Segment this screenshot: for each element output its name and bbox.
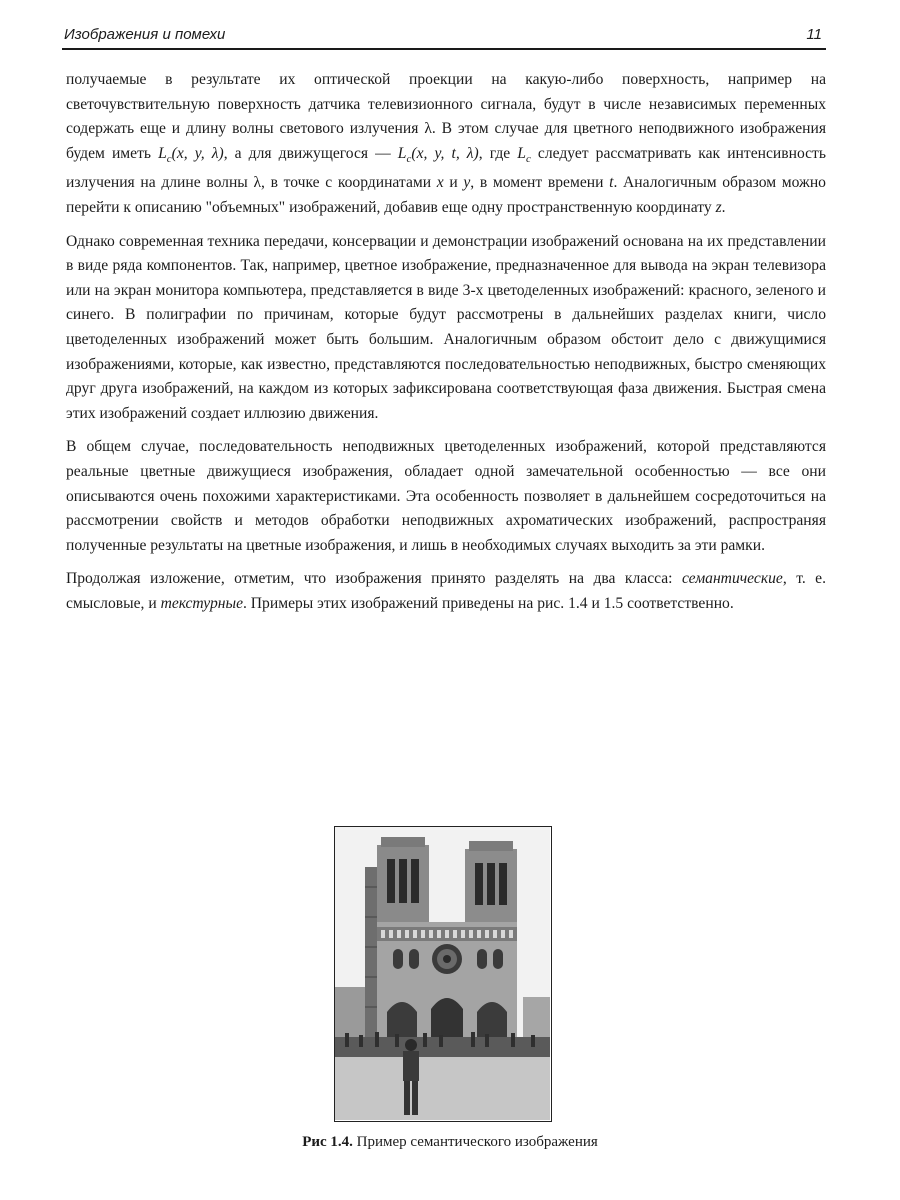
var-y: y bbox=[463, 174, 471, 192]
text-run: получаемые в результате их оптической проекции на какую-либо поверхность, например на светочувствительную поверхность датчика телевизионного сигнала, будут в числе независимых переменных содержать еще и длину волны светового излучения λ. В этом случае для цветного неподвижного изображения будем иметь bbox=[66, 71, 826, 162]
text-run: следует рассматривать как интенсивность излучения на длине волны λ, в точке с координатами bbox=[66, 144, 826, 192]
term-semantic: семантические bbox=[681, 570, 783, 588]
figure-cathedral-photo bbox=[334, 826, 552, 1122]
text-run: , в момент времени bbox=[470, 174, 610, 192]
var-z: z bbox=[715, 199, 722, 217]
formula-lc-moving: $L_c(x$, y, t, λ) bbox=[397, 144, 479, 165]
text-run: , т. е. смысловые, и bbox=[66, 570, 827, 612]
paragraph-2: Однако современная техника передачи, консервации и демонстрации изображений основана на их представлении в виде ряда компонентов. Так, например, цветное изображение, предназначенное для вывода на экран телевизора или на экран монитора компьютера, представляется в виде 3-х цветоделенных изображений: красного, зеленого и синего. В полиграфии по причинам, которые будут рассмотрены в дальнейших разделах книги, число цветоделенных изображений может быть большим. Аналогичным образом обстоит дело с движущимися изображениями, которые, как известно, представляются последовательностью неподвижных, быстро сменяющих друг друга изображений, на каждом из которых зафиксирована соответствующая фаза движения. Быстрая смена этих изображений создает иллюзию движения. bbox=[66, 232, 826, 422]
caption-label: Рис 1.4. bbox=[302, 1134, 353, 1150]
paragraph-1 bbox=[66, 68, 826, 221]
text-run: , где bbox=[478, 144, 518, 162]
text-run: и bbox=[443, 174, 464, 192]
page-number: 11 bbox=[806, 26, 822, 43]
paragraph-4 bbox=[66, 567, 826, 616]
chapter-title: Изображения и помехи bbox=[64, 26, 226, 43]
var-t: t bbox=[609, 174, 614, 192]
var-x: x bbox=[436, 174, 444, 192]
text-run: , а для движущегося — bbox=[223, 144, 398, 162]
cathedral-illustration bbox=[335, 827, 550, 1120]
paragraph-3: В общем случае, последовательность неподвижных цветоделенных изображений, которой представляются реальные цветные движущиеся изображения, обладает одной замечательной особенностью — все они описываются очень похожими характеристиками. Эта особенность позволяет в дальнейшем сосредоточиться на рассмотрении свойств и методов обработки неподвижных ахроматических изображений, распространяя полученные результаты на цветные изображения, и лишь в необходимых случаях выходить за эти рамки. bbox=[66, 438, 826, 554]
figure-caption bbox=[0, 1134, 900, 1151]
running-header bbox=[62, 22, 826, 50]
formula-lc-static: $L_c(x$, y, λ) bbox=[158, 144, 224, 165]
text-run: . Аналогичным образом можно перейти к описанию "объемных" изображений, добавив еще одну пространственную координату bbox=[66, 174, 826, 217]
body-text bbox=[66, 68, 826, 626]
text-run: . bbox=[721, 199, 726, 217]
formula-lc: $L_c$ bbox=[517, 144, 531, 165]
text-run: Продолжая изложение, отметим, что изображения принято разделять на два класса: bbox=[66, 570, 682, 588]
term-texture: текстурные bbox=[160, 594, 243, 612]
caption-text: Пример семантического изображения bbox=[352, 1134, 598, 1150]
text-run: . Примеры этих изображений приведены на рис. 1.4 и 1.5 соответственно. bbox=[243, 594, 734, 612]
